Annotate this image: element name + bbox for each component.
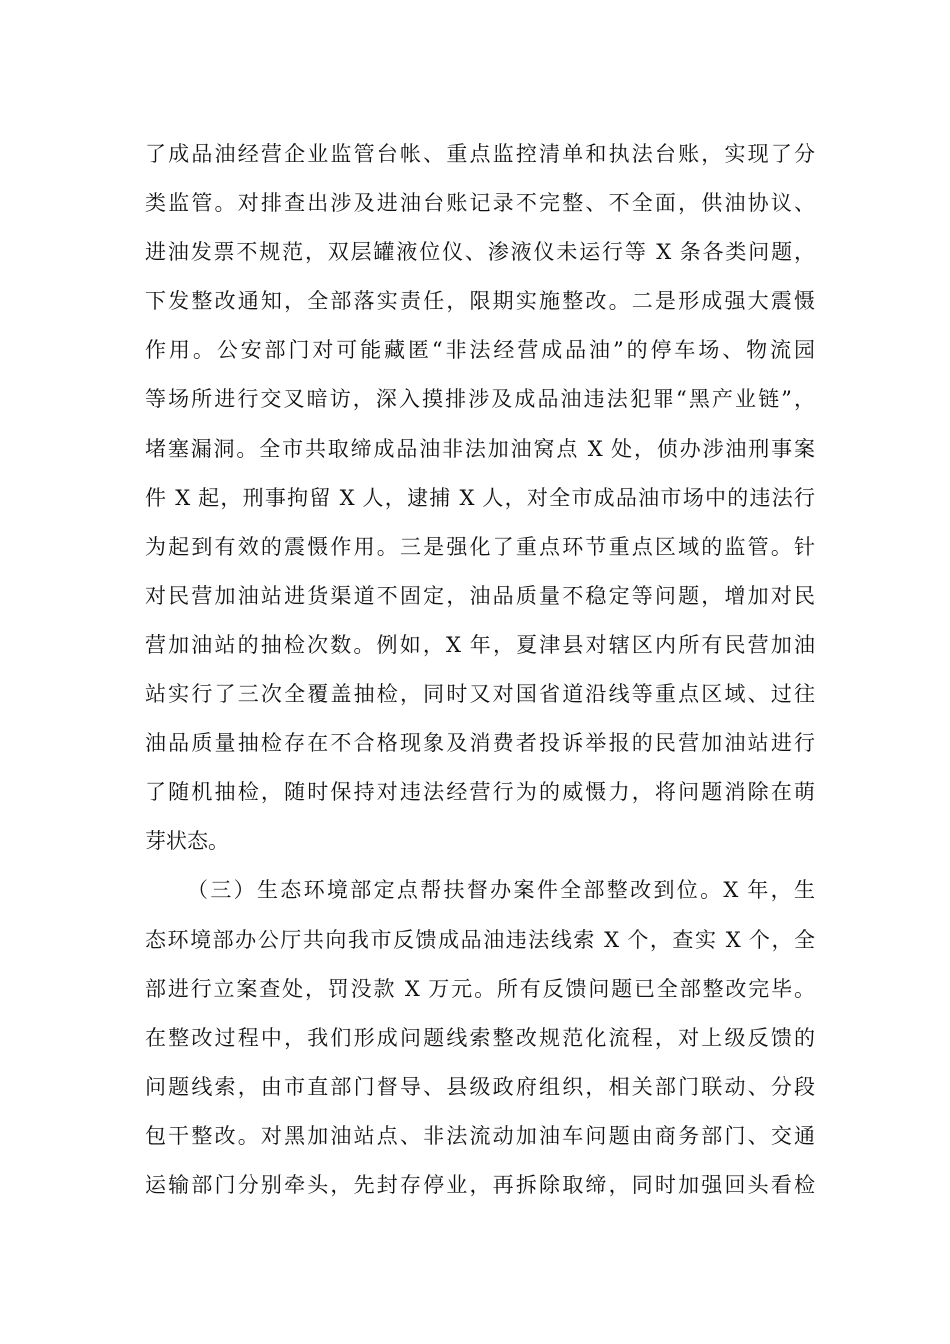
paragraph-end-line: 芽状态。 [145, 829, 229, 854]
text-line: 作用。公安部门对可能藏匿“非法经营成品油”的停车场、物流园 [145, 338, 815, 363]
text-line: 部进行立案查处，罚没款 X 万元。所有反馈问题已全部整改完毕。 [145, 976, 815, 1001]
text-line: 包干整改。对黑加油站点、非法流动加油车问题由商务部门、交通 [145, 1123, 815, 1148]
text-line: 在整改过程中，我们形成问题线索整改规范化流程，对上级反馈的 [145, 1025, 815, 1050]
text-line: 对民营加油站进货渠道不固定，油品质量不稳定等问题，增加对民 [145, 583, 815, 608]
text-line: 进油发票不规范，双层罐液位仪、渗液仪未运行等 X 条各类问题， [145, 240, 815, 265]
text-line: 问题线索，由市直部门督导、县级政府组织，相关部门联动、分段 [145, 1074, 815, 1099]
text-line: 营加油站的抽检次数。例如，X 年，夏津县对辖区内所有民营加油 [145, 632, 815, 657]
text-line: 类监管。对排查出涉及进油台账记录不完整、不全面，供油协议、 [145, 191, 815, 216]
text-line: 油品质量抽检存在不合格现象及消费者投诉举报的民营加油站进行 [145, 731, 815, 756]
text-line: 等场所进行交叉暗访，深入摸排涉及成品油违法犯罪“黑产业链”， [145, 387, 815, 412]
text-line: 态环境部办公厅共向我市反馈成品油违法线索 X 个，查实 X 个，全 [145, 927, 815, 952]
text-line: 为起到有效的震慑作用。三是强化了重点环节重点区域的监管。针 [145, 534, 815, 559]
text-line: 站实行了三次全覆盖抽检，同时又对国省道沿线等重点区域、过往 [145, 682, 815, 707]
text-line: 件 X 起，刑事拘留 X 人，逮捕 X 人，对全市成品油市场中的违法行 [145, 485, 815, 510]
text-line: 下发整改通知，全部落实责任，限期实施整改。二是形成强大震慑 [145, 289, 815, 314]
text-line: 了随机抽检，随时保持对违法经营行为的威慑力，将问题消除在萌 [145, 780, 815, 805]
text-line: 运输部门分别牵头，先封存停业，再拆除取缔，同时加强回头看检 [145, 1172, 815, 1197]
text-line: 了成品油经营企业监管台帐、重点监控清单和执法台账，实现了分 [145, 142, 815, 166]
text-line: 堵塞漏洞。全市共取缔成品油非法加油窝点 X 处，侦办涉油刑事案 [145, 436, 815, 461]
body-text [145, 130, 815, 1210]
section-heading-line: （三）生态环境部定点帮扶督办案件全部整改到位。X 年，生 [187, 878, 815, 903]
